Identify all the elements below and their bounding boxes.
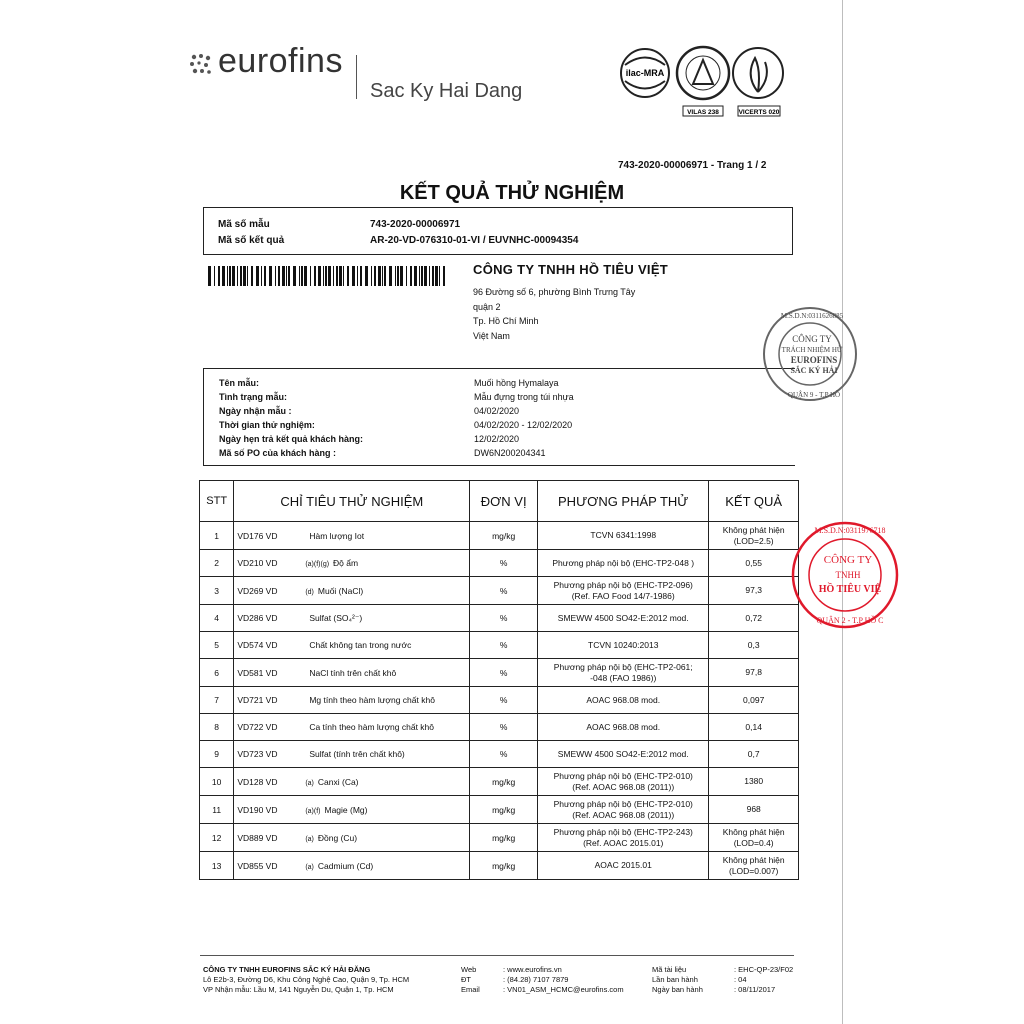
barcode-bar — [421, 266, 423, 286]
po-number-value: DW6N200204341 — [474, 448, 546, 458]
footer-issue-date-label: Ngày ban hành — [652, 985, 703, 994]
cell-indicator-name: Muối (NaCl) — [317, 585, 364, 596]
barcode-bar — [232, 266, 235, 286]
barcode-bar — [389, 266, 392, 286]
cell-code: VD190 VD — [237, 804, 278, 815]
barcode-bar — [400, 266, 403, 286]
cell-indicator-name: Ca tính theo hàm lượng chất khô — [309, 722, 434, 732]
cell-flags: (a)(f)(g) — [305, 561, 330, 568]
barcode-bar — [333, 266, 334, 286]
cell-method: SMEWW 4500 SO42-E:2012 mod. — [538, 605, 709, 632]
table-row — [200, 768, 799, 796]
barcode-bar — [278, 266, 280, 286]
cell-stt: 8 — [200, 714, 234, 741]
cell-indicator — [234, 741, 470, 768]
result-code-label: Mã số kết quả — [218, 235, 285, 246]
cell-unit: mg/kg — [470, 852, 538, 880]
sample-info-box — [203, 368, 795, 466]
cell-indicator — [234, 577, 470, 605]
svg-text:CÔNG TY: CÔNG TY — [792, 334, 832, 344]
svg-text:HỒ TIÊU VIỆ: HỒ TIÊU VIỆ — [818, 584, 882, 595]
cell-stt: 7 — [200, 687, 234, 714]
footer-divider — [200, 955, 794, 956]
cell-indicator-name: Cadmium (Cd) — [317, 860, 374, 871]
barcode-bar — [374, 266, 376, 286]
cell-unit: mg/kg — [470, 522, 538, 550]
cell-result: 0,3 — [709, 632, 799, 659]
barcode-bar — [227, 266, 228, 286]
hotieu-company-stamp — [790, 520, 900, 630]
sample-id-box — [203, 207, 793, 255]
cell-result: 0,72 — [709, 605, 799, 632]
barcode-bar — [256, 266, 259, 286]
svg-text:TRÁCH NHIỆM HỮ: TRÁCH NHIỆM HỮ — [781, 346, 843, 354]
due-date-value: 12/02/2020 — [474, 434, 520, 444]
vicerts-label: VICERTS 020 — [738, 109, 780, 116]
cell-result: 97,3 — [709, 577, 799, 605]
cell-code: VD128 VD — [237, 776, 278, 787]
cell-code: VD269 VD — [237, 585, 278, 596]
barcode-bar — [325, 266, 327, 286]
test-period-label: Thời gian thử nghiệm: — [219, 420, 315, 430]
received-date-label: Ngày nhận mẫu : — [219, 406, 292, 416]
ilac-mra-icon — [621, 49, 669, 97]
table-row — [200, 577, 799, 605]
brand-subtitle: Sac Ky Hai Dang — [370, 80, 523, 102]
cell-stt: 5 — [200, 632, 234, 659]
cell-stt: 12 — [200, 824, 234, 852]
cell-method: Phương pháp nội bộ (EHC-TP2-096) (Ref. FAO Food 14/7-1986) — [538, 577, 709, 605]
eurofins-company-stamp — [762, 306, 858, 402]
barcode-bar — [237, 266, 238, 286]
footer-company-name: CÔNG TY TNHH EUROFINS SẮC KÝ HẢI ĐĂNG — [203, 965, 371, 974]
cell-method: Phương pháp nội bộ (EHC-TP2-048 ) — [538, 550, 709, 577]
cell-result: Không phát hiện (LOD=0.4) — [709, 824, 799, 852]
cell-result: 1380 — [709, 768, 799, 796]
table-row — [200, 852, 799, 880]
footer-office-address: VP Nhận mẫu: Lầu M, 141 Nguyễn Du, Quận 1, Tp. HCM — [203, 985, 394, 994]
eurofins-dots-icon — [188, 52, 214, 78]
svg-text:EUROFINS: EUROFINS — [790, 355, 838, 365]
svg-text:TNHH: TNHH — [835, 570, 861, 580]
cell-result: 0,55 — [709, 550, 799, 577]
footer-web-label: Web — [461, 965, 477, 974]
cell-unit: mg/kg — [470, 824, 538, 852]
cell-stt: 10 — [200, 768, 234, 796]
po-number-label: Mã số PO của khách hàng : — [219, 448, 337, 458]
barcode-bar — [384, 266, 386, 286]
footer-web-value[interactable]: : www.eurofins.vn — [503, 965, 562, 974]
table-header-row — [200, 481, 799, 522]
cell-result: 0,097 — [709, 687, 799, 714]
barcode-bar — [301, 266, 303, 286]
barcode-bar — [299, 266, 300, 286]
barcode-bar — [318, 266, 321, 286]
barcode-bar — [419, 266, 420, 286]
cell-indicator — [234, 687, 470, 714]
cell-indicator — [234, 632, 470, 659]
barcode-bar — [229, 266, 231, 286]
barcode-bar — [343, 266, 344, 286]
cell-indicator-name: Độ ẩm — [333, 558, 359, 568]
cell-code: VD210 VD — [237, 558, 278, 568]
cell-result: 968 — [709, 796, 799, 824]
barcode-bar — [347, 266, 349, 286]
cell-unit: % — [470, 659, 538, 687]
svg-text:M.S.D.N:0311626885: M.S.D.N:0311626885 — [780, 312, 844, 320]
cell-flags: (a) — [305, 779, 314, 787]
footer-issue-date-value: : 08/11/2017 — [734, 985, 776, 994]
barcode-bar — [429, 266, 430, 286]
cell-flags: (d) — [305, 588, 314, 596]
cell-result: 97,8 — [709, 659, 799, 687]
due-date-label: Ngày hẹn trả kết quả khách hàng: — [219, 434, 364, 444]
page-edge — [842, 0, 843, 1024]
sample-code-label: Mã số mẫu — [218, 219, 270, 230]
cell-indicator — [234, 824, 470, 852]
received-date-value: 04/02/2020 — [474, 406, 520, 416]
cell-stt: 4 — [200, 605, 234, 632]
barcode-bar — [414, 266, 417, 286]
cell-indicator — [234, 768, 470, 796]
cell-unit: % — [470, 632, 538, 659]
sample-condition-value: Mẫu đựng trong túi nhựa — [474, 392, 574, 402]
cell-indicator-name: Sulfat (SO₄²⁻) — [309, 612, 363, 623]
barcode-bar — [304, 266, 307, 286]
cell-indicator-name: Canxi (Ca) — [317, 776, 359, 787]
table-row — [200, 550, 799, 577]
table-row — [200, 605, 799, 632]
customer-name: CÔNG TY TNHH HỒ TIÊU VIỆT — [473, 262, 669, 277]
cell-result: 0,14 — [709, 714, 799, 741]
table-row — [200, 741, 799, 768]
cell-indicator-name: Đồng (Cu) — [317, 832, 358, 843]
footer-email-value[interactable]: : VN01_ASM_HCMC@eurofins.com — [503, 985, 624, 994]
footer-revision-label: Lần ban hành — [652, 975, 698, 984]
accreditation-logos — [615, 40, 785, 120]
barcode-bar — [432, 266, 434, 286]
cell-method: Phương pháp nội bộ (EHC-TP2-243) (Ref. AOAC 2015.01) — [538, 824, 709, 852]
svg-text:SẮC KÝ HẢI: SẮC KÝ HẢI — [790, 366, 838, 375]
vilas-label: VILAS 238 — [687, 109, 719, 116]
cell-indicator-name: Chất không tan trong nước — [309, 640, 412, 650]
cell-flags: (a)(f) — [305, 807, 321, 815]
barcode-bar — [424, 266, 427, 286]
vicerts-icon — [733, 48, 783, 116]
cell-unit: mg/kg — [470, 796, 538, 824]
cell-unit: % — [470, 741, 538, 768]
barcode-bar — [435, 266, 438, 286]
barcode-bar — [251, 266, 253, 286]
barcode-bar — [406, 266, 407, 286]
barcode-bar — [410, 266, 412, 286]
customer-address-line: Việt Nam — [473, 331, 510, 341]
cell-indicator-name: Mg tính theo hàm lượng chất khô — [309, 695, 435, 705]
footer-revision-value: : 04 — [734, 975, 747, 984]
barcode-bar — [365, 266, 368, 286]
barcode-bar — [336, 266, 338, 286]
cell-stt: 1 — [200, 522, 234, 550]
barcode-bar — [264, 266, 266, 286]
cell-code: VD581 VD — [237, 667, 278, 678]
table-row — [200, 632, 799, 659]
cell-unit: % — [470, 550, 538, 577]
svg-text:M.S.D.N:0311976718: M.S.D.N:0311976718 — [814, 526, 886, 535]
cell-method: SMEWW 4500 SO42-E:2012 mod. — [538, 741, 709, 768]
logo-divider — [356, 55, 357, 99]
cell-stt: 11 — [200, 796, 234, 824]
cell-indicator — [234, 796, 470, 824]
cell-indicator — [234, 522, 470, 550]
cell-indicator-name: Magie (Mg) — [324, 804, 368, 815]
barcode-bar — [275, 266, 276, 286]
barcode-bar — [222, 266, 225, 286]
cell-result: Không phát hiện (LOD=2.5) — [709, 522, 799, 550]
barcode-bar — [293, 266, 296, 286]
barcode-bar — [282, 266, 285, 286]
barcode-bar — [288, 266, 290, 286]
barcode-bar — [214, 266, 215, 286]
vilas-icon — [677, 47, 729, 116]
table-row — [200, 687, 799, 714]
footer-email-label: Email — [461, 985, 480, 994]
svg-text:CÔNG TY: CÔNG TY — [823, 554, 873, 566]
cell-indicator-name: NaCl tính trên chất khô — [309, 667, 397, 678]
cell-code: VD889 VD — [237, 832, 278, 843]
test-period-value: 04/02/2020 - 12/02/2020 — [474, 420, 573, 430]
cell-method: AOAC 968.08 mod. — [538, 714, 709, 741]
cell-stt: 3 — [200, 577, 234, 605]
results-table — [199, 480, 799, 880]
customer-address-line: 96 Đường số 6, phường Bình Trưng Tây — [473, 287, 636, 297]
cell-unit: % — [470, 687, 538, 714]
col-header-indicator: CHỈ TIÊU THỬ NGHIỆM — [234, 481, 470, 522]
cell-indicator — [234, 714, 470, 741]
barcode-bar — [439, 266, 440, 286]
customer-address-line: quận 2 — [473, 302, 501, 312]
barcode-bar — [339, 266, 342, 286]
barcode-bar — [261, 266, 262, 286]
table-row — [200, 824, 799, 852]
result-code-value: AR-20-VD-076310-01-VI / EUVNHC-00094354 — [370, 235, 579, 246]
cell-stt: 13 — [200, 852, 234, 880]
barcode-bar — [310, 266, 311, 286]
svg-text:QUẬN 2 - T.P HỒ C: QUẬN 2 - T.P HỒ C — [816, 616, 884, 625]
cell-unit: % — [470, 605, 538, 632]
col-header-result: KẾT QUẢ — [709, 481, 799, 522]
cell-method: Phương pháp nội bộ (EHC-TP2-061; -048 (FAO 1986)) — [538, 659, 709, 687]
barcode — [208, 266, 446, 286]
cell-code: VD722 VD — [237, 722, 278, 732]
barcode-bar — [395, 266, 396, 286]
cell-code: VD855 VD — [237, 860, 278, 871]
svg-text:QUẬN 9 - T.P HỒ: QUẬN 9 - T.P HỒ — [787, 391, 841, 399]
barcode-bar — [371, 266, 372, 286]
ilac-label: ilac-MRA — [625, 68, 665, 78]
cell-stt: 6 — [200, 659, 234, 687]
sample-condition-label: Tình trạng mẫu: — [219, 392, 287, 402]
cell-method: TCVN 6341:1998 — [538, 522, 709, 550]
cell-unit: % — [470, 714, 538, 741]
document-title: KẾT QUẢ THỬ NGHIỆM — [399, 182, 625, 204]
table-row — [200, 659, 799, 687]
page-reference: 743-2020-00006971 - Trang 1 / 2 — [618, 160, 767, 171]
cell-code: VD721 VD — [237, 695, 278, 705]
barcode-bar — [328, 266, 331, 286]
barcode-bar — [443, 266, 445, 286]
cell-indicator — [234, 852, 470, 880]
barcode-bar — [243, 266, 246, 286]
barcode-bar — [323, 266, 324, 286]
cell-method: Phương pháp nội bộ (EHC-TP2-010) (Ref. AOAC 968.08 (2011)) — [538, 796, 709, 824]
barcode-bar — [269, 266, 272, 286]
brand-logo: eurofins — [218, 42, 343, 80]
cell-code: VD723 VD — [237, 749, 278, 759]
cell-flags: (a) — [305, 863, 314, 871]
cell-code: VD176 VD — [237, 530, 278, 541]
cell-method: AOAC 968.08 mod. — [538, 687, 709, 714]
barcode-bar — [360, 266, 362, 286]
barcode-bar — [382, 266, 383, 286]
cell-method: TCVN 10240:2013 — [538, 632, 709, 659]
table-row — [200, 796, 799, 824]
cell-unit: % — [470, 577, 538, 605]
cell-stt: 2 — [200, 550, 234, 577]
barcode-bar — [357, 266, 358, 286]
cell-code: VD574 VD — [237, 640, 278, 650]
sample-name-label: Tên mẫu: — [219, 378, 260, 388]
cell-indicator-name: Sulfat (tính trên chất khô) — [309, 749, 405, 759]
barcode-bar — [286, 266, 287, 286]
sample-code-value: 743-2020-00006971 — [370, 219, 461, 230]
footer-phone-value: : (84.28) 7107 7879 — [503, 975, 569, 984]
customer-address-line: Tp. Hồ Chí Minh — [473, 316, 539, 326]
table-row — [200, 714, 799, 741]
cell-unit: mg/kg — [470, 768, 538, 796]
cell-method: Phương pháp nội bộ (EHC-TP2-010) (Ref. AOAC 968.08 (2011)) — [538, 768, 709, 796]
barcode-bar — [208, 266, 211, 286]
footer-phone-label: ĐT — [461, 975, 471, 984]
cell-indicator — [234, 659, 470, 687]
sample-name-value: Muối hồng Hymalaya — [474, 378, 559, 388]
cell-result: Không phát hiện (LOD=0.007) — [709, 852, 799, 880]
table-row — [200, 522, 799, 550]
cell-stt: 9 — [200, 741, 234, 768]
footer-address: Lô E2b-3, Đường D6, Khu Công Nghệ Cao, Quận 9, Tp. HCM — [203, 975, 410, 984]
cell-code: VD286 VD — [237, 612, 278, 623]
cell-method: AOAC 2015.01 — [538, 852, 709, 880]
cell-indicator — [234, 550, 470, 577]
cell-flags: (a) — [305, 835, 314, 843]
barcode-bar — [378, 266, 381, 286]
cell-result: 0,7 — [709, 741, 799, 768]
barcode-bar — [397, 266, 399, 286]
cell-indicator-name: Hàm lượng Iot — [309, 530, 365, 541]
barcode-bar — [247, 266, 248, 286]
col-header-stt: STT — [200, 481, 234, 522]
barcode-bar — [314, 266, 316, 286]
barcode-bar — [240, 266, 242, 286]
cell-indicator — [234, 605, 470, 632]
barcode-bar — [218, 266, 220, 286]
col-header-unit: ĐƠN VỊ — [470, 481, 538, 522]
footer-doc-code-label: Mã tài liệu — [652, 965, 687, 974]
col-header-method: PHƯƠNG PHÁP THỬ — [538, 481, 709, 522]
footer-doc-code-value: : EHC-QP-23/F02 — [734, 965, 794, 974]
barcode-bar — [352, 266, 355, 286]
